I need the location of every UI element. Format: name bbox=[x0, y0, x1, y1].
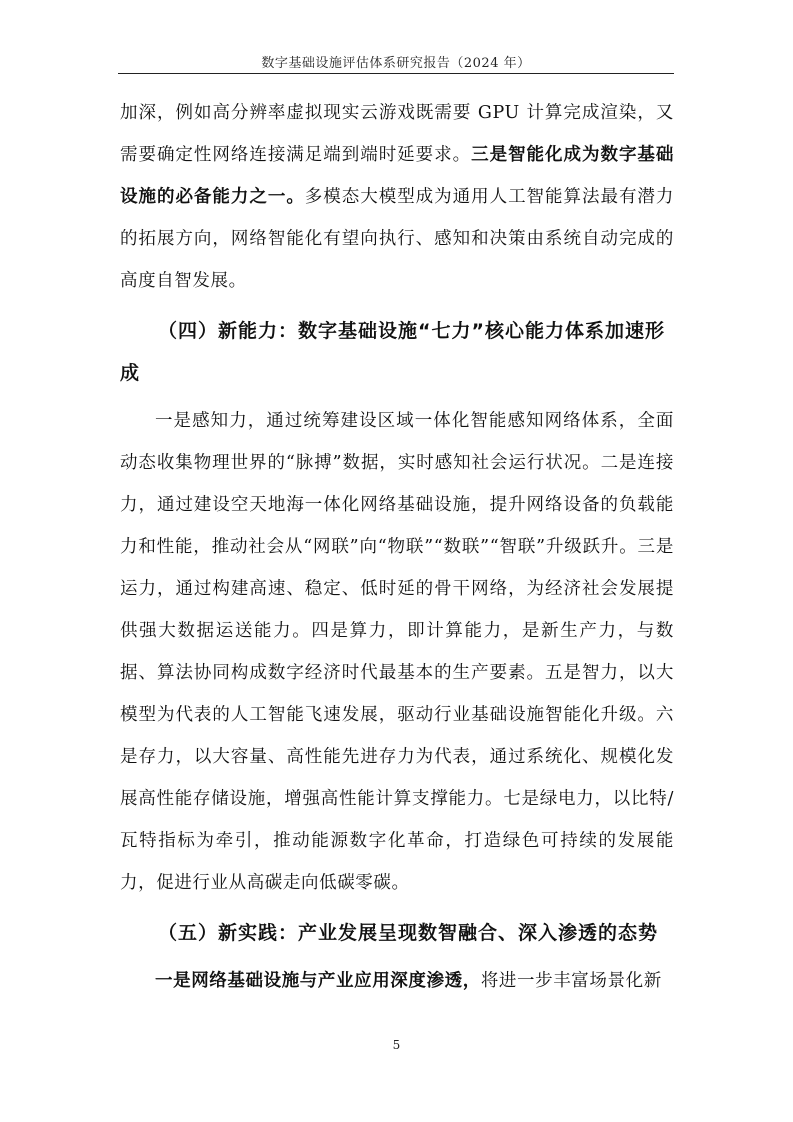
paragraph-continued bbox=[120, 92, 674, 302]
section-heading-5: （五）新实践：产业发展呈现数智融合、深入渗透的态势 bbox=[158, 922, 659, 944]
paragraph-text: 多模态大模型成为通用人工智能算法最有潜力的拓展方向，网络智能化有望向执行、感知和决策由系统自动完成的高度自智发展。 bbox=[120, 187, 675, 291]
running-header: 数字基础设施评估体系研究报告（2024 年） bbox=[261, 56, 531, 71]
paragraph-bold-lead: 三是智能化成为数字基础设施的必备能力之一。 bbox=[120, 145, 674, 207]
header-rule bbox=[118, 73, 674, 74]
paragraph-bold-lead: 一是网络基础设施与产业应用深度渗透， bbox=[155, 971, 481, 991]
paragraph-text: 加深，例如高分辨率虚拟现实云游戏既需要 GPU 计算完成渲染，又需要确定性网络连接满足端到端时延要求。 bbox=[120, 103, 674, 165]
paragraph-practice bbox=[120, 960, 674, 1002]
section-heading-4: （四）新能力：数字基础设施“七力”核心能力体系加速形成 bbox=[120, 320, 665, 384]
paragraph-text: 将进一步丰富场景化新 bbox=[480, 971, 662, 991]
page-number: 5 bbox=[392, 1038, 401, 1052]
document-body bbox=[120, 92, 674, 1002]
paragraph-seven-capabilities: 一是感知力，通过统筹建设区域一体化智能感知网络体系，全面动态收集物理世界的“脉搏”数据，实时感知社会运行状况。二是连接力，通过建设空天地海一体化网络基础设施，提升网络设备的负载能力和性能，推动社会从“网联”向“物联”“数联”“智联”升级跃升。三是运力，通过构建高速、稳定、低时延的骨干网络，为经济社会发展提供强大数据运送能力。四是算力，即计算能力，是新生产力，与数据、算法协同构成数字经济时代最基本的生产要素。五是智力，以大模型为代表的人工智能飞速发展，驱动行业基础设施智能化升级。六是存力，以大容量、高性能先进存力为代表，通过系统化、规模化发展高性能存储设施，增强高性能计算支撑能力。七是绿电力，以比特/瓦特指标为牵引，推动能源数字化革命，打造绿色可持续的发展能力，促进行业从高碳走向低碳零碳。 bbox=[120, 411, 674, 893]
